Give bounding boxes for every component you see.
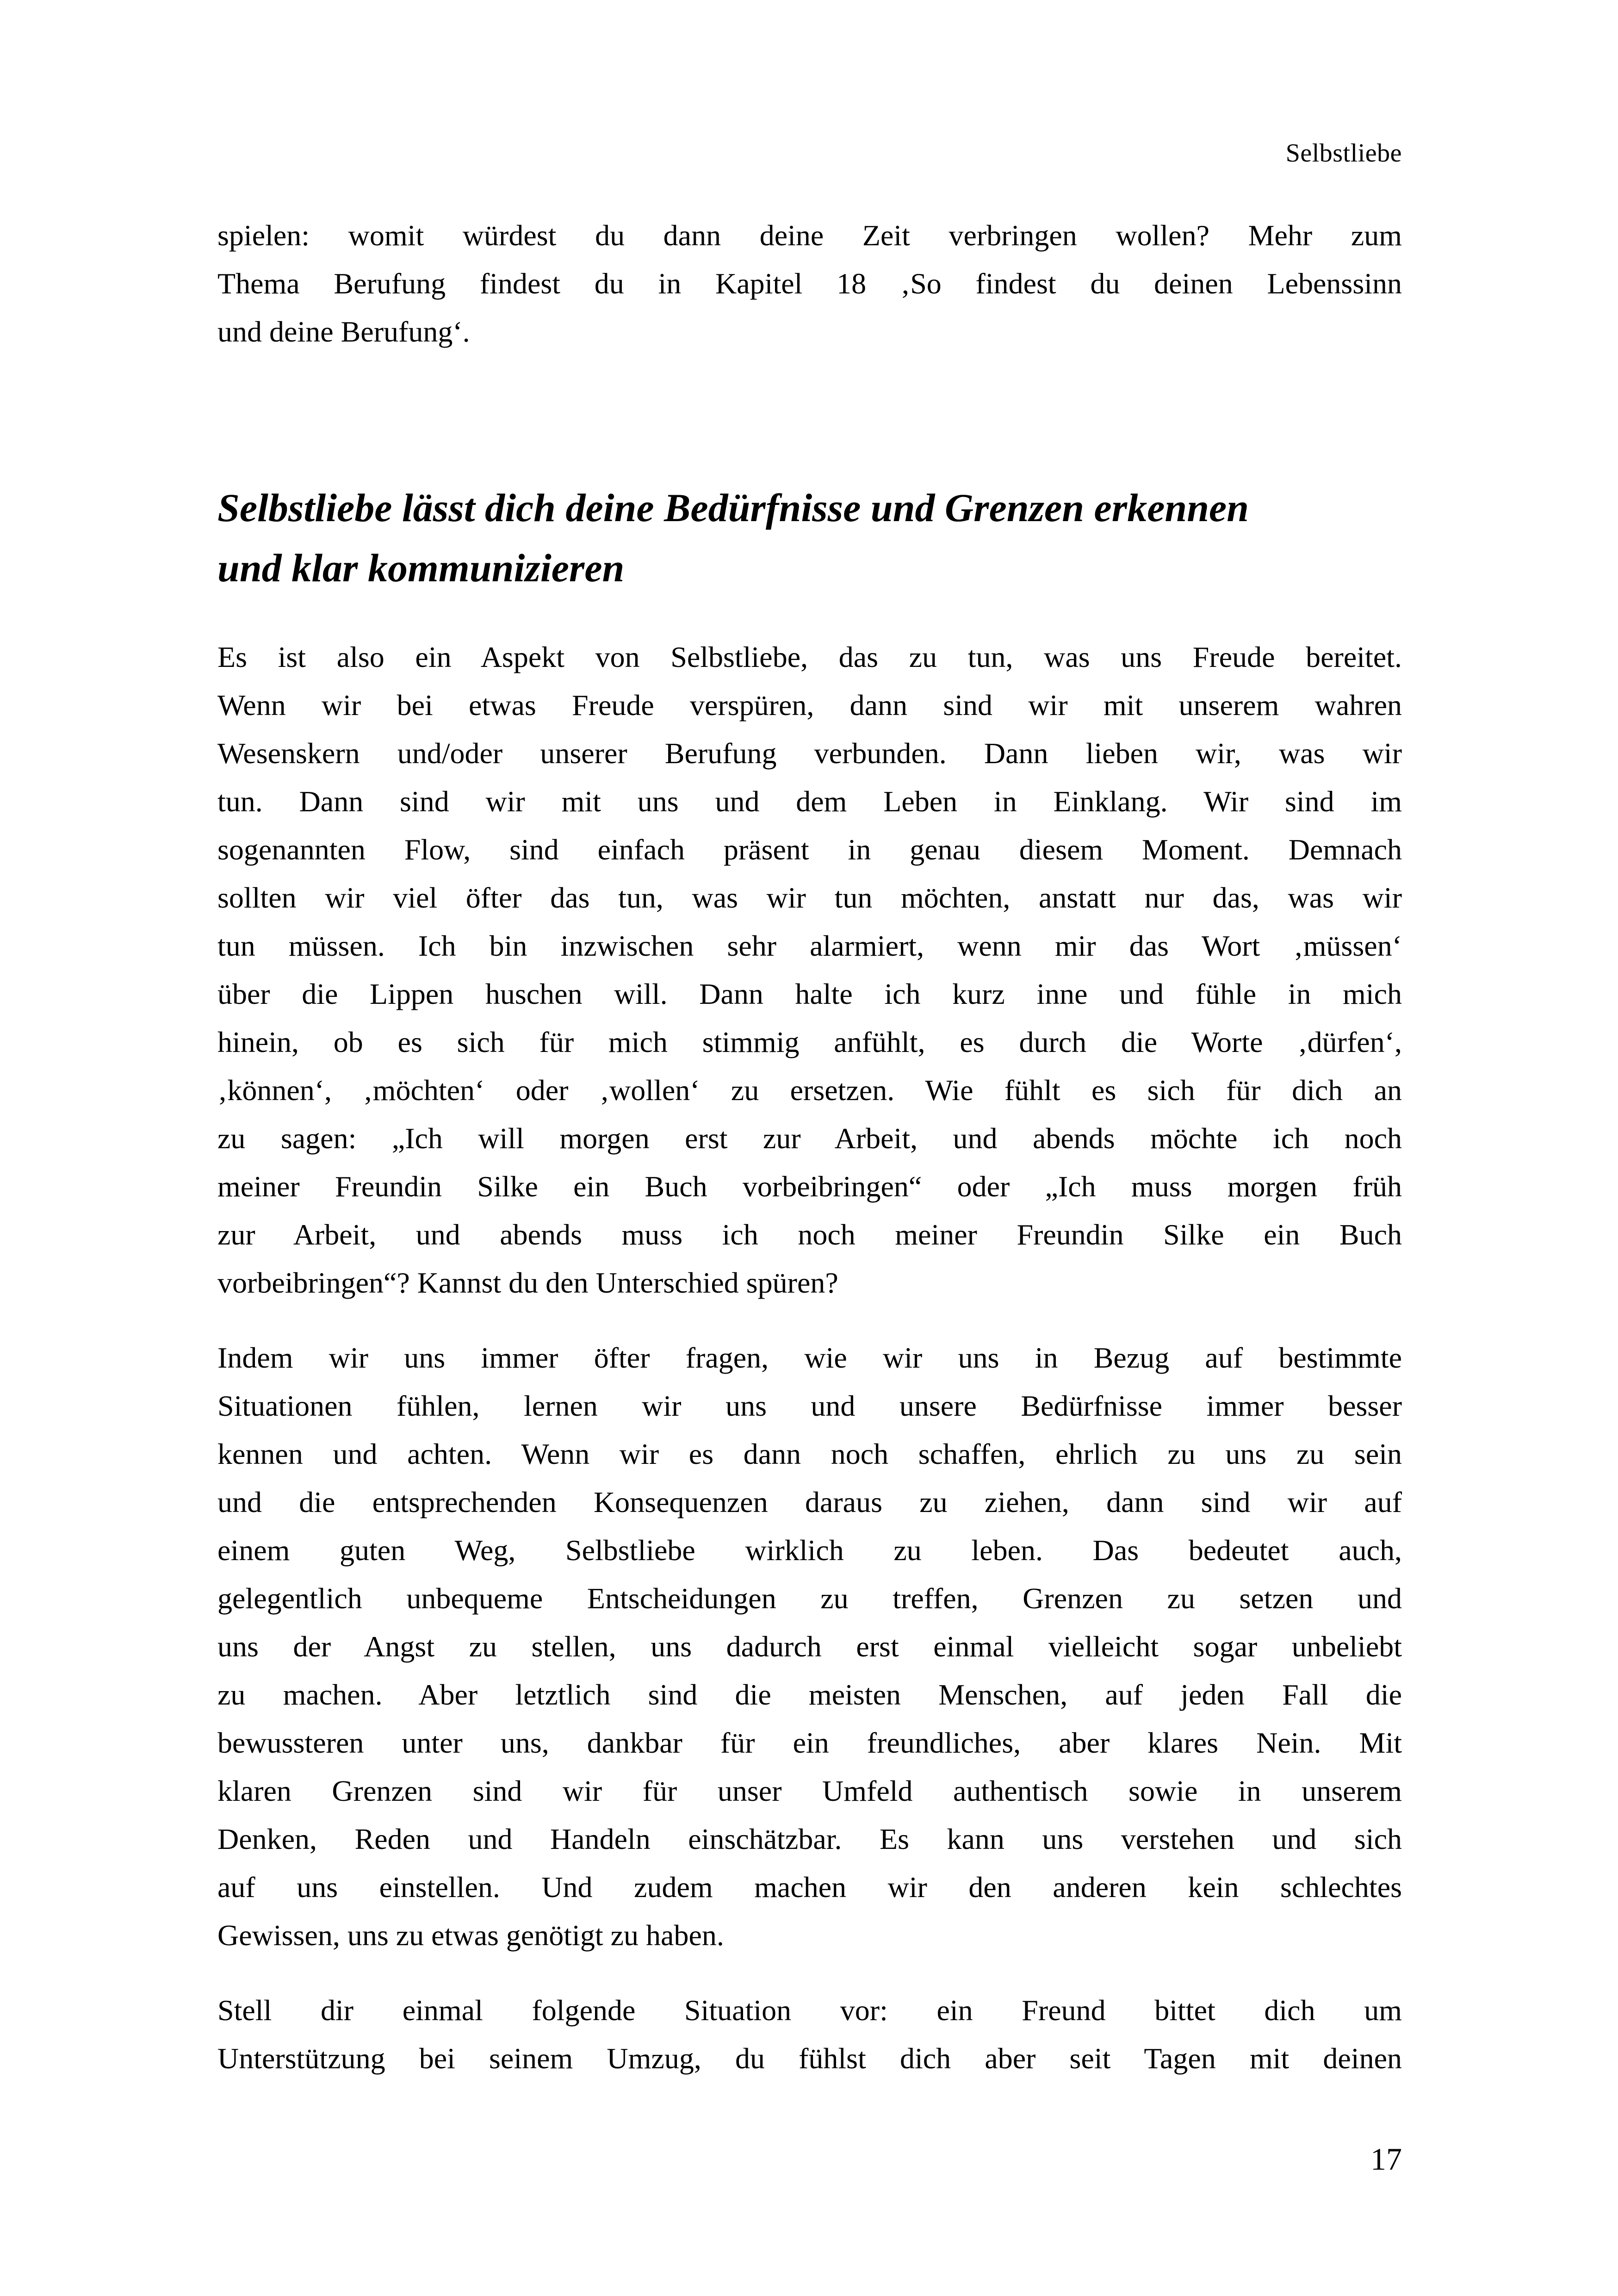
text-line: und deine Berufung‘. [217, 315, 470, 348]
text-line: kennen und achten. Wenn wir es dann noch schaffen, ehrlich zu uns zu sein [217, 1437, 1402, 1470]
section-heading [217, 478, 1402, 598]
text-line: sollten wir viel öfter das tun, was wir tun möchten, anstatt nur das, was wir [217, 881, 1402, 914]
page-number: 17 [1370, 2141, 1402, 2177]
paragraph [217, 1334, 1402, 1960]
text-line: zur Arbeit, und abends muss ich noch meiner Freundin Silke ein Buch [217, 1218, 1402, 1251]
text-line: tun. Dann sind wir mit uns und dem Leben in Einklang. Wir sind im [217, 785, 1402, 818]
text-line: Wenn wir bei etwas Freude verspüren, dann sind wir mit unserem wahren [217, 689, 1402, 722]
text-line: auf uns einstellen. Und zudem machen wir den anderen kein schlechtes [217, 1871, 1402, 1904]
text-line: gelegentlich unbequeme Entscheidungen zu treffen, Grenzen zu setzen und [217, 1582, 1402, 1615]
text-line: Thema Berufung findest du in Kapitel 18 ‚So findest du deinen Lebenssinn [217, 267, 1402, 300]
text-line: über die Lippen huschen will. Dann halte ich kurz inne und fühle in mich [217, 977, 1402, 1010]
paragraph [217, 212, 1402, 356]
text-line: klaren Grenzen sind wir für unser Umfeld authentisch sowie in unserem [217, 1774, 1402, 1807]
paragraph [217, 1986, 1402, 2083]
paragraph [217, 633, 1402, 1307]
text-line: Unterstützung bei seinem Umzug, du fühlst dich aber seit Tagen mit deinen [217, 2042, 1402, 2075]
text-column [217, 212, 1402, 2083]
text-line: sogenannten Flow, sind einfach präsent in genau diesem Moment. Demnach [217, 833, 1402, 866]
text-line: und klar kommunizieren [217, 546, 625, 590]
text-line: spielen: womit würdest du dann deine Zeit verbringen wollen? Mehr zum [217, 219, 1402, 252]
text-line: bewussteren unter uns, dankbar für ein freundliches, aber klares Nein. Mit [217, 1726, 1402, 1759]
text-line: vorbeibringen“? Kannst du den Unterschied spüren? [217, 1266, 838, 1299]
text-line: Situationen fühlen, lernen wir uns und unsere Bedürfnisse immer besser [217, 1389, 1402, 1422]
text-line: uns der Angst zu stellen, uns dadurch erst einmal vielleicht sogar unbeliebt [217, 1630, 1402, 1663]
text-line: Indem wir uns immer öfter fragen, wie wir uns in Bezug auf bestimmte [217, 1341, 1402, 1374]
text-line: tun müssen. Ich bin inzwischen sehr alarmiert, wenn mir das Wort ‚müssen‘ [217, 929, 1402, 962]
text-line: Selbstliebe lässt dich deine Bedürfnisse und Grenzen erkennen [217, 485, 1249, 530]
text-line: Wesenskern und/oder unserer Berufung verbunden. Dann lieben wir, was wir [217, 737, 1402, 770]
text-line: meiner Freundin Silke ein Buch vorbeibringen“ oder „Ich muss morgen früh [217, 1170, 1402, 1203]
text-line: einem guten Weg, Selbstliebe wirklich zu leben. Das bedeutet auch, [217, 1534, 1402, 1567]
text-line: Denken, Reden und Handeln einschätzbar. Es kann uns verstehen und sich [217, 1823, 1402, 1855]
text-column-wrapper [217, 139, 1402, 2083]
text-line: hinein, ob es sich für mich stimmig anfühlt, es durch die Worte ‚dürfen‘, [217, 1026, 1402, 1058]
text-line: Es ist also ein Aspekt von Selbstliebe, das zu tun, was uns Freude bereitet. [217, 641, 1402, 673]
text-line: Stell dir einmal folgende Situation vor: ein Freund bittet dich um [217, 1994, 1402, 2027]
text-line: ‚können‘, ‚möchten‘ oder ‚wollen‘ zu ersetzen. Wie fühlt es sich für dich an [217, 1074, 1402, 1107]
text-line: Gewissen, uns zu etwas genötigt zu haben. [217, 1919, 724, 1952]
text-line: zu sagen: „Ich will morgen erst zur Arbeit, und abends möchte ich noch [217, 1122, 1402, 1155]
text-line: und die entsprechenden Konsequenzen daraus zu ziehen, dann sind wir auf [217, 1486, 1402, 1518]
text-line: zu machen. Aber letztlich sind die meisten Menschen, auf jeden Fall die [217, 1678, 1402, 1711]
running-header: Selbstliebe [1285, 139, 1402, 168]
